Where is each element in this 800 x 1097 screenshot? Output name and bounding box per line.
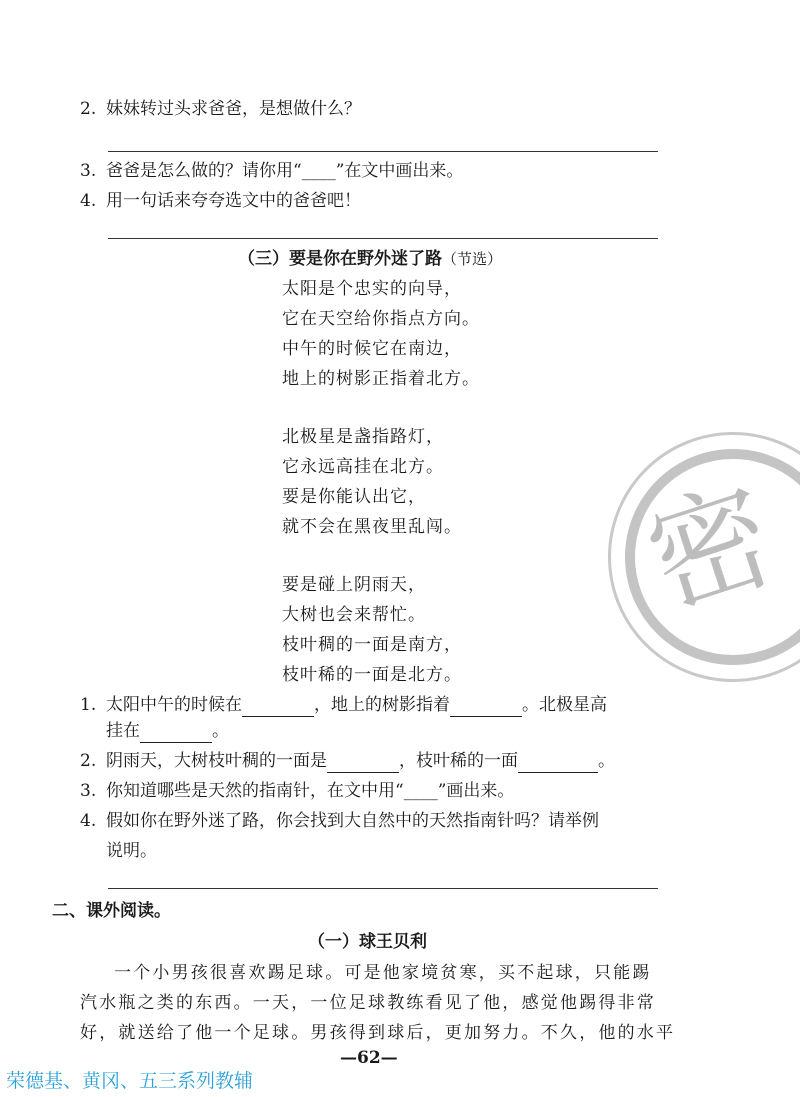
fill-blank[interactable] [450,698,522,717]
fill-blank[interactable] [242,698,314,717]
poem-line: 它在天空给你指点方向。 [282,309,480,329]
question-3 [80,159,463,183]
answer-line [108,238,658,239]
question-2 [80,97,361,121]
question-text: 用一句话来夸夸选文中的爸爸吧！ [106,191,361,211]
question-1 [80,693,607,717]
question-number: 3. [80,161,97,181]
question-3b [80,779,514,803]
question-text: 太阳中午的时候在 [106,695,242,715]
paragraph-line: 好，就送给了他一个足球。男孩得到球后，更加努力。不久，他的水平 [80,1023,676,1043]
poem-line: 北极星是盏指路灯， [282,427,444,447]
question-text: ，枝叶稀的一面 [399,751,518,771]
question-number: 1. [80,695,97,715]
paragraph-line: 汽水瓶之类的东西。一天，一位足球教练看见了他，感觉他踢得非常 [80,993,656,1013]
question-4b-continued: 说明。 [106,841,157,861]
fill-blank[interactable] [518,754,598,773]
underline-mark: ____ [403,781,438,801]
poem-line: 就不会在黑夜里乱闯。 [282,517,462,537]
question-text: 。 [598,751,615,771]
question-text: 你知道哪些是天然的指南针，在文中用“ [106,781,404,801]
poem-line: 枝叶稀的一面是北方。 [282,665,462,685]
section-title-main: （三）要是你在野外迷了路 [238,249,442,269]
page-number: —62— [340,1048,398,1068]
question-text: ”画出来。 [437,781,515,801]
question-text: 假如你在野外迷了路，你会找到大自然中的天然指南针吗？请举例 [106,811,599,831]
question-text-pre: 爸爸是怎么做的？请你用“ [106,161,302,181]
question-text: ，地上的树影指着 [314,695,450,715]
footer-publisher: 荣德基、黄冈、五三系列教辅 [6,1070,254,1092]
poem-line: 中午的时候它在南边， [282,339,462,359]
question-2b [80,749,615,773]
fill-blank[interactable] [140,724,212,743]
question-number: 2. [80,99,97,119]
question-number: 4. [80,191,97,211]
fill-blank[interactable] [327,754,399,773]
poem-line: 枝叶稠的一面是南方， [282,635,462,655]
question-number: 3. [80,781,97,801]
paragraph-line: 一个小男孩很喜欢踢足球。可是他家境贫寒，买不起球，只能踢 [114,963,652,983]
question-text: 挂在 [106,721,140,741]
question-text-post: ”在文中画出来。 [335,161,464,181]
poem-line: 要是你能认出它， [282,487,426,507]
question-text: 阴雨天，大树枝叶稠的一面是 [106,751,327,771]
poem-line: 大树也会来帮忙。 [282,605,426,625]
answer-line [108,151,658,152]
part-heading: 二、课外阅读。 [52,901,171,921]
question-text: 妹妹转过头求爸爸，是想做什么？ [106,99,361,119]
question-number: 4. [80,811,97,831]
section-title [238,247,502,271]
underline-mark: ____ [301,161,336,181]
confidential-stamp [608,432,800,682]
question-number: 2. [80,751,97,771]
stamp-character: 密 [632,464,790,635]
question-1-continued [106,719,229,743]
poem-line: 太阳是个忠实的向导， [282,279,462,299]
poem-line: 地上的树影正指着北方。 [282,369,480,389]
answer-line [108,888,658,889]
question-4 [80,189,361,213]
poem-line: 要是碰上阴雨天， [282,575,426,595]
section-title-note: （节选） [442,250,503,268]
question-4b [80,809,599,833]
question-text: 。北极星高 [522,695,607,715]
poem-line: 它永远高挂在北方。 [282,457,444,477]
reading-title: （一）球王贝利 [308,932,427,952]
question-text: 。 [212,721,229,741]
